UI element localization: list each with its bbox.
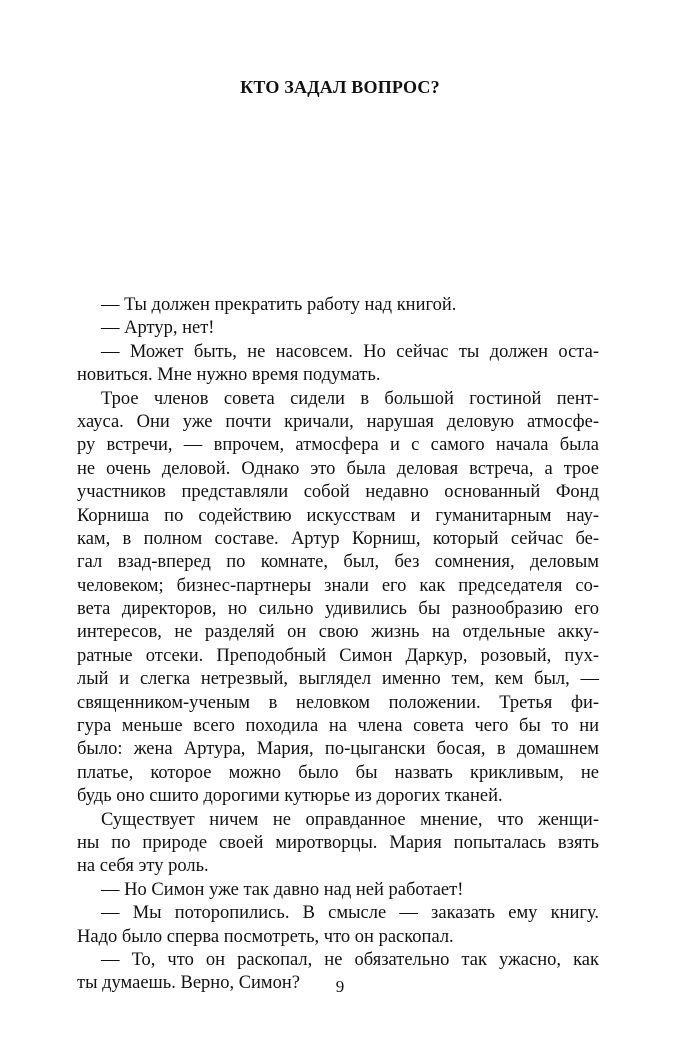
text-line: кам, в полном составе. Артур Корниш, который сейчас бе- [77, 528, 599, 549]
text-line: участников представляли собой недавно основанный Фонд [77, 482, 599, 503]
text-line: платье, которое можно было бы назвать крикливым, не [77, 762, 599, 783]
text-line: не очень деловой. Однако это была деловая встреча, а трое [77, 458, 599, 479]
text-line: — Ты должен прекратить работу над книгой. [101, 295, 457, 315]
text-line: будь оно сшито дорогими кутюрье из дорогих тканей. [77, 786, 503, 807]
text-line: — Мы поторопились. В смысле — заказать ему книгу. [101, 903, 599, 924]
text-line: ны по природе своей миротворцы. Мария попыталась взять [77, 832, 599, 853]
text-line: священником-ученым в неловком положении. Третья фи- [77, 692, 599, 713]
text-line: ратные отсеки. Преподобный Симон Даркур, розовый, пух- [77, 645, 599, 666]
text-line: на себя эту роль. [77, 856, 209, 877]
page-number: 9 [335, 977, 345, 996]
text-line: хауса. Они уже почти кричали, нарушая деловую атмосфе- [77, 411, 599, 432]
text-line: — То, что он раскопал, не обязательно так ужасно, как [101, 949, 599, 970]
text-line: гура меньше всего походила на члена совета чего бы то ни [77, 716, 599, 737]
text-line: ру встречи, — впрочем, атмосфера и с самого начала была [77, 435, 599, 456]
text-line: ты думаешь. Верно, Симон? [77, 973, 301, 994]
text-line: новиться. Мне нужно время подумать. [77, 365, 381, 386]
text-line: — Но Симон уже так давно над ней работает! [101, 879, 464, 900]
text-line: Трое членов совета сидели в большой гостиной пент- [101, 388, 599, 409]
chapter-title: КТО ЗАДАЛ ВОПРОС? [240, 77, 440, 97]
text-line: Надо было сперва посмотреть, что он раскопал. [77, 926, 454, 947]
text-line: было: жена Артура, Мария, по-цыгански босая, в домашнем [77, 739, 599, 760]
text-line: — Артур, нет! [101, 318, 215, 339]
text-line: гал взад-вперед по комнате, был, без сомнения, деловым [77, 552, 599, 573]
text-line: Существует ничем не оправданное мнение, что женщи- [101, 809, 599, 830]
text-line: вета директоров, но сильно удивились бы разнообразию его [77, 599, 599, 620]
text-line: Корниша по содействию искусствам и гуманитарным нау- [77, 505, 599, 526]
text-line: лый и слегка нетрезвый, выглядел именно тем, кем был, — [77, 669, 599, 690]
body-text [77, 294, 599, 996]
text-line: интересов, не разделяй он свою жизнь на отдельные акку- [77, 622, 599, 643]
text-line: человеком; бизнес-партнеры знали его как председателя со- [77, 575, 599, 596]
text-line: — Может быть, не насовсем. Но сейчас ты должен оста- [101, 341, 599, 362]
